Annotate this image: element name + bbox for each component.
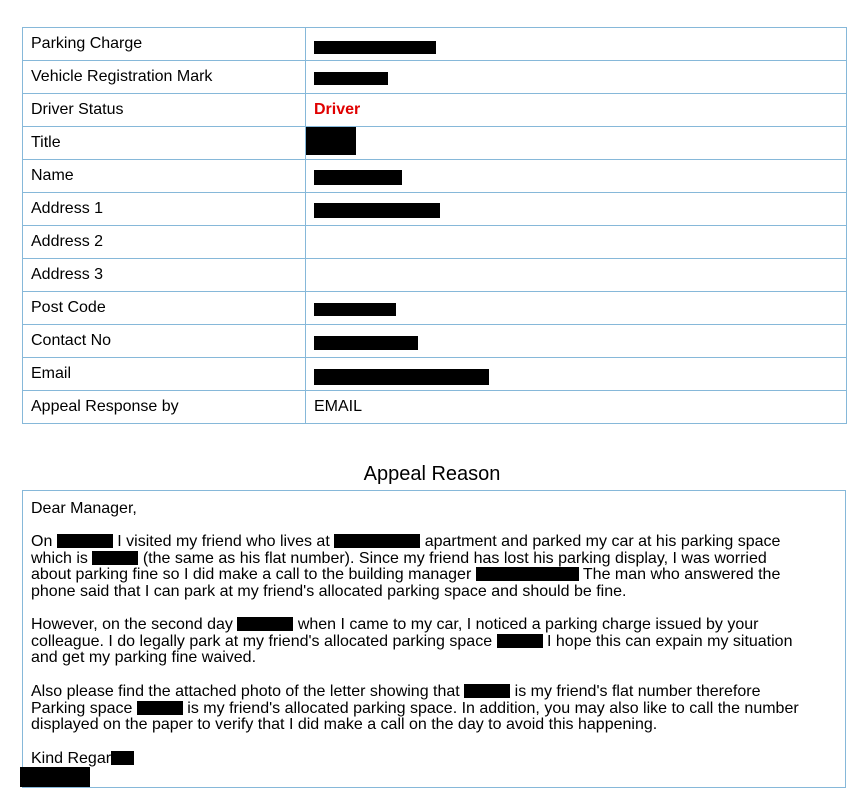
row-label: Address 1: [23, 193, 306, 226]
table-row: [23, 94, 847, 127]
appeal-details-table: [22, 27, 847, 424]
address2-value: [306, 226, 847, 259]
table-row: [23, 391, 847, 424]
table-row: [23, 193, 847, 226]
redaction-bar: [92, 551, 138, 565]
row-label: Name: [23, 160, 306, 193]
letter-closing: Kind Regar: [31, 751, 836, 768]
redaction-bar: [57, 534, 113, 548]
vehicle-registration-value: [306, 61, 847, 94]
table-row: [23, 325, 847, 358]
redaction-bar: [497, 634, 543, 648]
row-label: Driver Status: [23, 94, 306, 127]
letter-paragraph-3: Also please find the attached photo of the letter showing that is my friend's flat number therefore Parking space is my friend's allocated parking space. In addition, you may also like to call the number displayed on the paper to verify that I did make a call on the day to avoid this happening.: [31, 683, 799, 733]
row-label: Parking Charge: [23, 28, 306, 61]
letter-paragraph-1: On I visited my friend who lives at apartment and parked my car at his parking space which is (the same as his flat number). Since my friend has lost his parking display, I was worried about parking fine so I did make a call to the building manager The man who answered the phone said that I can park at my friend's allocated parking space and should be fine.: [31, 533, 781, 600]
title-value: [306, 127, 847, 160]
row-label: Address 3: [23, 259, 306, 292]
redaction-bar: [314, 41, 436, 54]
redaction-bar: [314, 336, 418, 350]
redaction-bar: [334, 534, 420, 548]
appeal-response-value: EMAIL: [306, 391, 847, 424]
row-label: Vehicle Registration Mark: [23, 61, 306, 94]
redaction-bar: [314, 203, 440, 218]
table-row: [23, 226, 847, 259]
contact-no-value: [306, 325, 847, 358]
redaction-bar: [306, 127, 356, 155]
redaction-bar: [237, 617, 293, 631]
post-code-value: [306, 292, 847, 325]
email-value: [306, 358, 847, 391]
redaction-bar: [137, 701, 183, 715]
parking-charge-value: [306, 28, 847, 61]
table-row: [23, 127, 847, 160]
appeal-reason-heading: Appeal Reason: [363, 463, 501, 485]
redaction-bar: [314, 303, 396, 316]
redaction-bar: [314, 170, 402, 185]
row-label: Title: [23, 127, 306, 160]
table-row: [23, 358, 847, 391]
row-label: Address 2: [23, 226, 306, 259]
table-row: [23, 28, 847, 61]
letter-greeting: Dear Manager,: [31, 500, 137, 517]
row-label: Contact No: [23, 325, 306, 358]
redaction-bar: [476, 567, 579, 581]
table-row: [23, 259, 847, 292]
driver-status-value: Driver: [306, 94, 847, 127]
appeal-letter-box: [22, 490, 846, 788]
row-label: Post Code: [23, 292, 306, 325]
redaction-bar: [314, 369, 489, 385]
address1-value: [306, 193, 847, 226]
name-value: [306, 160, 847, 193]
address3-value: [306, 259, 847, 292]
redaction-bar: [314, 72, 388, 85]
table-row: [23, 61, 847, 94]
redaction-bar: [464, 684, 510, 698]
table-row: [23, 160, 847, 193]
row-label: Email: [23, 358, 306, 391]
signature-redaction-bar: [20, 767, 90, 787]
letter-paragraph-2: However, on the second day when I came to my car, I noticed a parking charge issued by your colleague. I do legally park at my friend's allocated parking space I hope this can expain my situation and get my parking fine waived.: [31, 616, 793, 666]
table-row: [23, 292, 847, 325]
redaction-bar: [111, 751, 134, 765]
row-label: Appeal Response by: [23, 391, 306, 424]
